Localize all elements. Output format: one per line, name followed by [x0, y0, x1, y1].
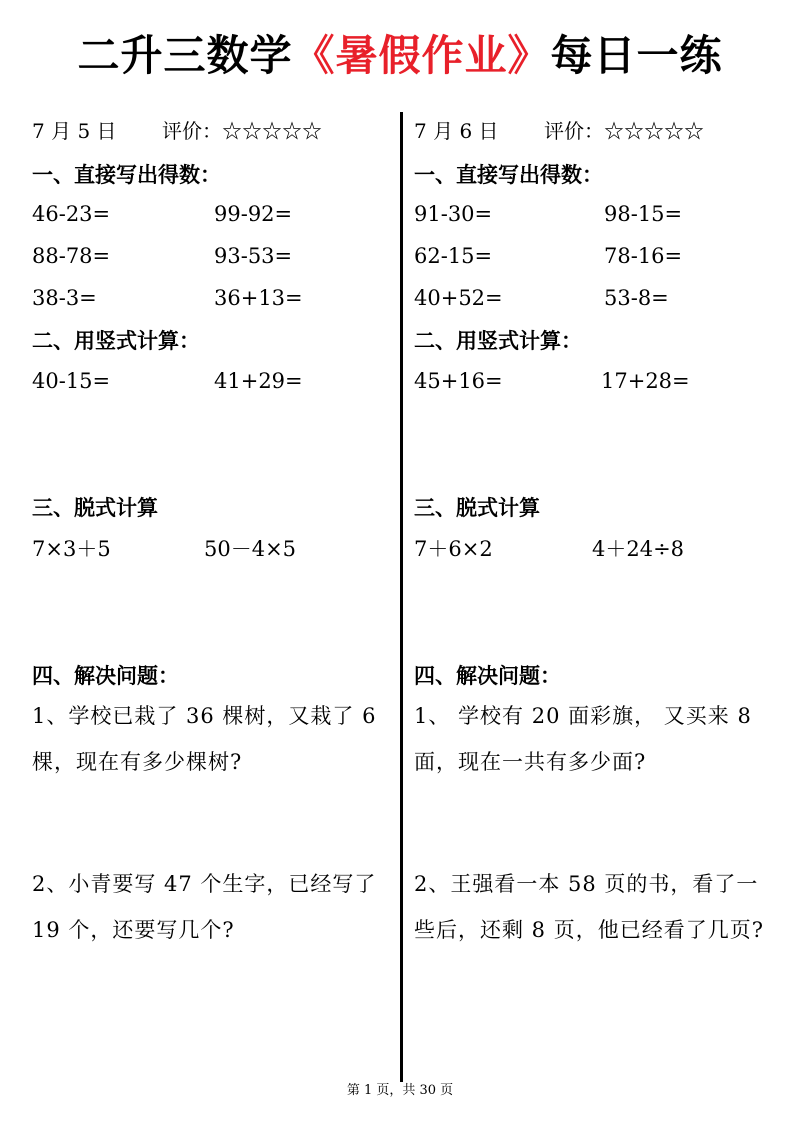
left-date: 7 月 5 日: [32, 119, 117, 143]
left-s3-item: 7×3＋5: [32, 537, 111, 561]
left-s1-item: 99-92=: [214, 202, 293, 226]
right-problem-1: 1、 学校有 20 面彩旗， 又买来 8 面，现在一共有多少面?: [414, 704, 752, 774]
left-s1-item: 93-53=: [214, 244, 293, 268]
title-prefix: 二升三数学: [77, 31, 293, 80]
right-section3-heading: 三、脱式计算: [414, 496, 540, 520]
right-s3-item: 4＋24÷8: [592, 537, 685, 561]
right-problem-2: 2、王强看一本 58 页的书，看了一些后，还剩 8 页，他已经看了几页?: [414, 872, 764, 942]
left-s1-item: 36+13=: [214, 286, 303, 310]
right-date: 7 月 6 日: [414, 119, 499, 143]
left-section3-heading: 三、脱式计算: [32, 496, 158, 520]
left-s2-item: 41+29=: [214, 369, 303, 393]
title-highlight: 《暑假作业》: [292, 31, 551, 80]
left-column: [32, 0, 402, 1100]
left-s3-item: 50－4×5: [204, 537, 297, 561]
right-section4-heading: 四、解决问题：: [414, 664, 561, 688]
right-s3-item: 7＋6×2: [414, 537, 493, 561]
right-s2-item: 45+16=: [414, 369, 503, 393]
left-s1-item: 38-3=: [32, 286, 97, 310]
title-suffix: 每日一练: [550, 31, 723, 80]
right-section2-heading: 二、用竖式计算：: [414, 329, 582, 353]
left-section1-heading: 一、直接写出得数：: [32, 163, 221, 187]
right-s1-item: 40+52=: [414, 286, 503, 310]
right-column: [414, 0, 784, 1100]
right-s1-item: 78-16=: [604, 244, 683, 268]
right-section1-heading: 一、直接写出得数：: [414, 163, 603, 187]
left-s1-item: 88-78=: [32, 244, 111, 268]
right-s1-item: 62-15=: [414, 244, 493, 268]
left-s1-item: 46-23=: [32, 202, 111, 226]
page-footer: 第 1 页，共 30 页: [346, 1083, 454, 1098]
right-s1-item: 53-8=: [604, 286, 669, 310]
right-s2-item: 17+28=: [601, 369, 690, 393]
left-s2-item: 40-15=: [32, 369, 111, 393]
right-evaluation: 评价：☆☆☆☆☆: [544, 119, 704, 143]
left-section2-heading: 二、用竖式计算：: [32, 329, 200, 353]
right-s1-item: 98-15=: [604, 202, 683, 226]
left-evaluation: 评价：☆☆☆☆☆: [162, 119, 322, 143]
left-section4-heading: 四、解决问题：: [32, 664, 179, 688]
left-problem-1: 1、学校已栽了 36 棵树，又栽了 6 棵，现在有多少棵树?: [32, 704, 377, 774]
left-problem-2: 2、小青要写 47 个生字，已经写了 19 个，还要写几个?: [32, 872, 377, 942]
right-s1-item: 91-30=: [414, 202, 493, 226]
